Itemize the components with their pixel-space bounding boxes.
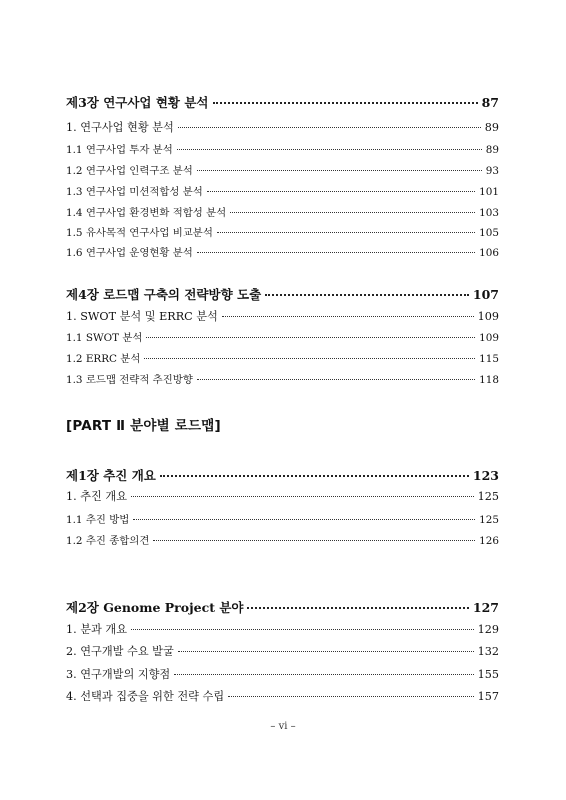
page-number: 127: [472, 600, 499, 615]
page-number: 118: [479, 374, 499, 386]
page-number: 105: [479, 227, 499, 239]
entry-label: 3. 연구개발의 지향점: [66, 668, 171, 681]
chapter-title: 제1장 추진 개요: [66, 468, 156, 483]
toc-entry[interactable]: [66, 162, 499, 177]
entry-label: 1.3 연구사업 미션적합성 분석: [66, 186, 203, 198]
toc-entry[interactable]: [66, 688, 499, 704]
leader-dots: [146, 337, 475, 338]
toc-entry[interactable]: [66, 621, 499, 637]
leader-dots: [217, 232, 475, 233]
entry-label: 1. 연구사업 현황 분석: [66, 121, 174, 134]
page-number: 89: [485, 144, 499, 156]
page-number: 125: [479, 514, 499, 526]
toc-entry[interactable]: [66, 141, 499, 156]
toc-part2-chapter-1[interactable]: [66, 466, 499, 484]
entry-label: 1.6 연구사업 운영현황 분석: [66, 247, 193, 259]
page-number: 109: [479, 332, 499, 344]
toc-entry[interactable]: [66, 532, 499, 547]
toc-entry[interactable]: [66, 204, 499, 219]
leader-dots: [197, 252, 475, 253]
leader-dots: [222, 316, 474, 317]
page-number: 87: [481, 95, 499, 110]
leader-dots: [153, 540, 475, 541]
entry-label: 1.1 SWOT 분석: [66, 332, 143, 344]
leader-dots: [133, 519, 475, 520]
leader-dots: [265, 294, 469, 296]
entry-label: 1.2 ERRC 분석: [66, 353, 141, 365]
leader-dots: [197, 170, 482, 171]
toc-entry[interactable]: [66, 371, 499, 386]
page-number: 109: [477, 310, 499, 323]
page-number: 129: [477, 623, 499, 636]
entry-label: 4. 선택과 집중을 위한 전략 수립: [66, 690, 225, 703]
toc-entry[interactable]: [66, 183, 499, 198]
leader-dots: [144, 358, 475, 359]
leader-dots: [178, 651, 474, 652]
leader-dots: [228, 696, 473, 697]
toc-entry[interactable]: [66, 308, 499, 324]
page-number: 103: [479, 207, 499, 219]
toc-chapter-3[interactable]: [66, 93, 499, 111]
toc-chapter-4[interactable]: [66, 285, 499, 303]
page-number: 155: [477, 668, 499, 681]
toc-entry[interactable]: [66, 119, 499, 135]
entry-label: 1.1 추진 방법: [66, 514, 130, 526]
entry-label: 1.2 추진 종합의견: [66, 535, 150, 547]
leader-dots: [247, 607, 468, 609]
page-number: 125: [477, 490, 499, 503]
entry-label: 1.2 연구사업 인력구조 분석: [66, 165, 193, 177]
leader-dots: [131, 496, 474, 497]
part-2-heading: [PART Ⅱ 분야별 로드맵]: [66, 418, 221, 434]
toc-entry[interactable]: [66, 224, 499, 239]
entry-label: 2. 연구개발 수요 발굴: [66, 645, 174, 658]
page-number: 107: [472, 287, 499, 302]
chapter-title: 제4장 로드맵 구축의 전략방향 도출: [66, 287, 262, 302]
toc-entry[interactable]: [66, 511, 499, 526]
leader-dots: [131, 629, 474, 630]
leader-dots: [213, 102, 478, 104]
page-number: 123: [472, 468, 499, 483]
entry-label: 1. 추진 개요: [66, 490, 128, 503]
toc-entry[interactable]: [66, 350, 499, 365]
page-number: 106: [479, 247, 499, 259]
leader-dots: [160, 475, 469, 477]
toc-entry[interactable]: [66, 643, 499, 659]
entry-label: 1. SWOT 분석 및 ERRC 분석: [66, 310, 218, 323]
toc-entry[interactable]: [66, 244, 499, 259]
entry-label: 1.5 유사목적 연구사업 비교분석: [66, 227, 213, 239]
chapter-title: 제2장 Genome Project 분야: [66, 600, 244, 615]
entry-label: 1.4 연구사업 환경변화 적합성 분석: [66, 207, 227, 219]
leader-dots: [207, 191, 475, 192]
toc-part2-chapter-2[interactable]: [66, 598, 499, 616]
page-number: 89: [484, 121, 499, 134]
page-number: 115: [479, 353, 499, 365]
entry-label: 1.1 연구사업 투자 분석: [66, 144, 173, 156]
toc-entry[interactable]: [66, 329, 499, 344]
leader-dots: [230, 212, 475, 213]
page-number: 93: [485, 165, 499, 177]
page-number: 126: [479, 535, 499, 547]
page-number: 101: [479, 186, 499, 198]
page-number: 157: [477, 690, 499, 703]
leader-dots: [197, 379, 475, 380]
entry-label: 1.3 로드맵 전략적 추진방향: [66, 374, 193, 386]
page-footer-number: – vi –: [270, 721, 296, 732]
toc-entry[interactable]: [66, 488, 499, 504]
leader-dots: [177, 149, 482, 150]
chapter-title: 제3장 연구사업 현황 분석: [66, 95, 209, 110]
leader-dots: [178, 127, 481, 128]
entry-label: 1. 분과 개요: [66, 623, 128, 636]
page-number: 132: [477, 645, 499, 658]
toc-entry[interactable]: [66, 666, 499, 682]
leader-dots: [174, 674, 473, 675]
